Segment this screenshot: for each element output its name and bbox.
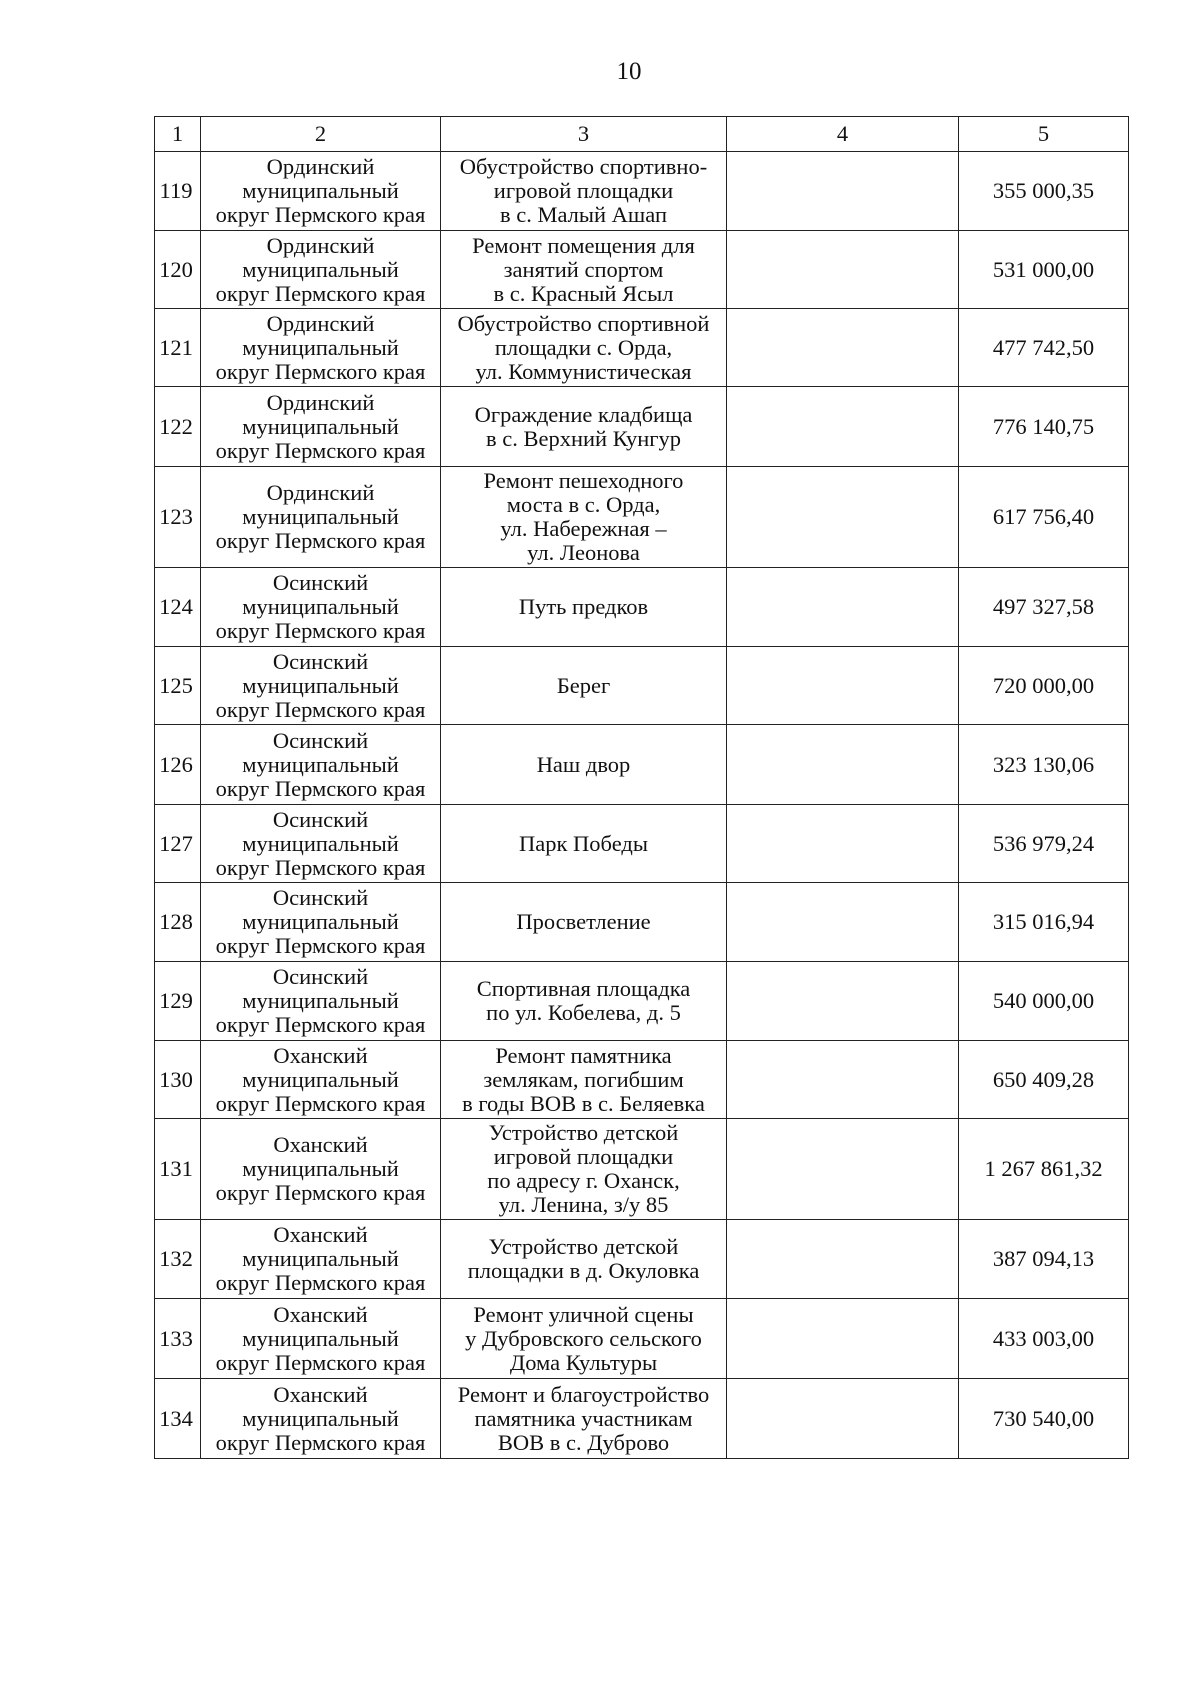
row-number-cell: 119 <box>155 152 201 231</box>
amount-cell: 531 000,00 <box>959 231 1129 309</box>
table-row <box>155 568 1129 647</box>
table-row <box>155 1379 1129 1459</box>
row-number-cell: 129 <box>155 962 201 1041</box>
header-col-3: 3 <box>441 117 727 152</box>
row-number-cell: 133 <box>155 1299 201 1379</box>
table-row <box>155 1041 1129 1119</box>
district-cell: Оханский муниципальный округ Пермского края <box>201 1379 441 1459</box>
project-cell: Путь предков <box>441 568 727 647</box>
row-number-cell: 124 <box>155 568 201 647</box>
table-body <box>155 152 1129 1459</box>
amount-cell: 387 094,13 <box>959 1220 1129 1299</box>
table-row <box>155 647 1129 725</box>
col4-cell <box>727 962 959 1041</box>
row-number-cell: 126 <box>155 725 201 805</box>
row-number-cell: 125 <box>155 647 201 725</box>
amount-cell: 540 000,00 <box>959 962 1129 1041</box>
header-col-1: 1 <box>155 117 201 152</box>
col4-cell <box>727 1299 959 1379</box>
table-row <box>155 725 1129 805</box>
district-cell: Осинский муниципальный округ Пермского края <box>201 883 441 962</box>
row-number-cell: 120 <box>155 231 201 309</box>
amount-cell: 720 000,00 <box>959 647 1129 725</box>
project-cell: Обустройство спортивно- игровой площадки в с. Малый Ашап <box>441 152 727 231</box>
row-number-cell: 131 <box>155 1119 201 1220</box>
district-cell: Осинский муниципальный округ Пермского края <box>201 725 441 805</box>
project-cell: Спортивная площадка по ул. Кобелева, д. 5 <box>441 962 727 1041</box>
amount-cell: 617 756,40 <box>959 467 1129 568</box>
amount-cell: 433 003,00 <box>959 1299 1129 1379</box>
row-number-cell: 123 <box>155 467 201 568</box>
table-row <box>155 467 1129 568</box>
district-cell: Осинский муниципальный округ Пермского края <box>201 805 441 883</box>
amount-cell: 1 267 861,32 <box>959 1119 1129 1220</box>
amount-cell: 323 130,06 <box>959 725 1129 805</box>
district-cell: Оханский муниципальный округ Пермского края <box>201 1041 441 1119</box>
row-number-cell: 121 <box>155 309 201 387</box>
col4-cell <box>727 1379 959 1459</box>
row-number-cell: 127 <box>155 805 201 883</box>
amount-cell: 650 409,28 <box>959 1041 1129 1119</box>
row-number-cell: 130 <box>155 1041 201 1119</box>
table-row <box>155 1119 1129 1220</box>
project-cell: Ремонт помещения для занятий спортом в с. Красный Ясыл <box>441 231 727 309</box>
header-col-4: 4 <box>727 117 959 152</box>
table-row <box>155 962 1129 1041</box>
col4-cell <box>727 1220 959 1299</box>
project-cell: Просветление <box>441 883 727 962</box>
table-row <box>155 1299 1129 1379</box>
district-cell: Осинский муниципальный округ Пермского края <box>201 962 441 1041</box>
table-row <box>155 883 1129 962</box>
amount-cell: 477 742,50 <box>959 309 1129 387</box>
project-cell: Ремонт пешеходного моста в с. Орда, ул. Набережная – ул. Леонова <box>441 467 727 568</box>
district-cell: Оханский муниципальный округ Пермского края <box>201 1299 441 1379</box>
col4-cell <box>727 568 959 647</box>
col4-cell <box>727 1041 959 1119</box>
amount-cell: 497 327,58 <box>959 568 1129 647</box>
district-cell: Ординский муниципальный округ Пермского края <box>201 152 441 231</box>
header-col-5: 5 <box>959 117 1129 152</box>
district-cell: Оханский муниципальный округ Пермского края <box>201 1220 441 1299</box>
project-cell: Берег <box>441 647 727 725</box>
col4-cell <box>727 725 959 805</box>
project-cell: Устройство детской площадки в д. Окуловка <box>441 1220 727 1299</box>
project-cell: Ремонт и благоустройство памятника участникам ВОВ в с. Дуброво <box>441 1379 727 1459</box>
district-cell: Ординский муниципальный округ Пермского края <box>201 467 441 568</box>
amount-cell: 730 540,00 <box>959 1379 1129 1459</box>
table-row <box>155 1220 1129 1299</box>
district-cell: Ординский муниципальный округ Пермского края <box>201 231 441 309</box>
projects-table <box>154 116 1129 1459</box>
project-cell: Ограждение кладбища в с. Верхний Кунгур <box>441 387 727 467</box>
table-row <box>155 309 1129 387</box>
col4-cell <box>727 309 959 387</box>
col4-cell <box>727 387 959 467</box>
row-number-cell: 134 <box>155 1379 201 1459</box>
col4-cell <box>727 883 959 962</box>
project-cell: Парк Победы <box>441 805 727 883</box>
col4-cell <box>727 152 959 231</box>
col4-cell <box>727 467 959 568</box>
project-cell: Обустройство спортивной площадки с. Орда, ул. Коммунистическая <box>441 309 727 387</box>
amount-cell: 315 016,94 <box>959 883 1129 962</box>
amount-cell: 776 140,75 <box>959 387 1129 467</box>
row-number-cell: 122 <box>155 387 201 467</box>
row-number-cell: 128 <box>155 883 201 962</box>
col4-cell <box>727 805 959 883</box>
district-cell: Осинский муниципальный округ Пермского края <box>201 647 441 725</box>
col4-cell <box>727 1119 959 1220</box>
district-cell: Оханский муниципальный округ Пермского края <box>201 1119 441 1220</box>
district-cell: Осинский муниципальный округ Пермского края <box>201 568 441 647</box>
table-row <box>155 805 1129 883</box>
col4-cell <box>727 231 959 309</box>
project-cell: Ремонт памятника землякам, погибшим в годы ВОВ в с. Беляевка <box>441 1041 727 1119</box>
table-row <box>155 152 1129 231</box>
amount-cell: 355 000,35 <box>959 152 1129 231</box>
header-col-2: 2 <box>201 117 441 152</box>
table-row <box>155 231 1129 309</box>
project-cell: Устройство детской игровой площадки по адресу г. Оханск, ул. Ленина, з/у 85 <box>441 1119 727 1220</box>
table-header-row <box>155 117 1129 152</box>
project-cell: Ремонт уличной сцены у Дубровского сельского Дома Культуры <box>441 1299 727 1379</box>
col4-cell <box>727 647 959 725</box>
district-cell: Ординский муниципальный округ Пермского края <box>201 309 441 387</box>
amount-cell: 536 979,24 <box>959 805 1129 883</box>
page-number: 10 <box>616 58 642 85</box>
district-cell: Ординский муниципальный округ Пермского края <box>201 387 441 467</box>
table-row <box>155 387 1129 467</box>
project-cell: Наш двор <box>441 725 727 805</box>
row-number-cell: 132 <box>155 1220 201 1299</box>
